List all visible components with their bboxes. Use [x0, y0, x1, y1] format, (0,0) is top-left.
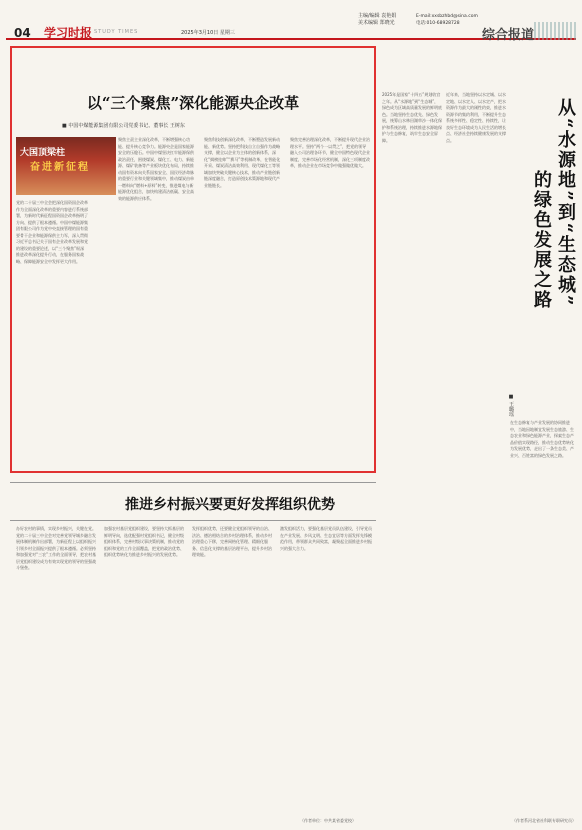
right-article-credit: （作者系河北省社科联专职研究员）: [512, 818, 576, 823]
paragraph: 在生态修复与产业发展的协同推进中，当地因地制宜发展生态旅游、生态农业和绿色能源产业，探索生态产品价值实现路径，推动生态优势转化为发展优势，走出了一条生态美、产业兴、百姓富的绿色发展之路。: [510, 420, 574, 458]
main-article-headline: 以“三个聚焦”深化能源央企改革: [86, 94, 300, 112]
divider: [10, 520, 376, 521]
section-title: 综合报道: [482, 28, 535, 43]
bottom-article-col-1: [16, 526, 98, 822]
paragraph: 聚焦主责主业深化改革，不断增强核心功能、提升核心竞争力。能源央企是国家能源安全的压舱石。中国中煤坚决扛牢能源保供政治责任，围绕煤炭、煤化工、电力、新能源、煤矿装备等产业板块优化布局，持续推动国有资本向关系国家安全、国民经济命脉的重要行业和关键领域集中，推动煤炭由单一燃料向“燃料+原料”转变，推进煤电与新能源优化组合，加快构建清洁低碳、安全高效的能源供应体系。: [118, 137, 194, 201]
paragraph: 聚焦科技创新深化改革，不断塑造发展新动能、新优势。坚持把科技自立自强作为战略支撑，健全以企业为主体的创新体系，深化“揭榜挂帅”“赛马”等机制改革，在智能化开采、煤炭清洁高效利用、现代煤化工等领域加快突破关键核心技术，推动产业链创新链深度融合，打造原创技术策源地和现代产业链链长。: [204, 137, 281, 188]
column-logo-subtitle: 奋进新征程: [30, 162, 90, 173]
main-article-col-2: [118, 137, 196, 466]
paragraph: 党的二十届三中全会把深化国资国企改革作为全面深化改革的重要内容进行系统部署，为新时代新征程国资国企改革指明了方向、提供了根本遵循。中国中煤能源集团有限公司作为党中央直接管理的国有重要骨干企业和能源保供主力军，深入贯彻习近平总书记关于国有企业改革发展和党的建设的重要论述，以“三个聚焦”纵深推进改革深化提升行动，在服务国家战略、保障能源安全中发挥更大作用。: [16, 200, 88, 264]
paragraph: 聚焦完善治理深化改革，不断提升现代企业治理水平。坚持“两个一以贯之”，把党的领导融入公司治理各环节，健全中国特色现代企业制度，完善市场化经营机制，深化三项制度改革，推动企业在市场竞争中做强做优做大。: [290, 137, 370, 168]
paragraph: 发挥组织优势，还要健全党组织领导的自治、法治、德治相结合的乡村治理体系，推动乡村治理重心下移，完善网格化管理、精细化服务、信息化支撑的基层治理平台，提升乡村治理效能。: [192, 526, 272, 557]
bottom-article-headline: 推进乡村振兴要更好发挥组织优势: [125, 497, 335, 513]
main-article-col-3: [204, 137, 282, 466]
column-logo-title: 大国顶梁柱: [20, 148, 66, 158]
page-number: 04: [14, 26, 31, 40]
contact-email: E-mail:xxsbzhbd@sina.com: [416, 14, 478, 19]
editors-block: [358, 13, 396, 27]
right-article-title-line-1: 从“水源地”到“生态城”: [555, 98, 576, 308]
paragraph: 2025年是国家“十四五”规划收官之年。从“水源地”到“生态城”，绿色成为区域高质量发展的鲜明底色。当地坚持生态优先、绿色发展，统筹山水林田湖草沙一体化保护和系统治理，持续推进水源地保护与生态修复，筑牢生态安全屏障。: [382, 92, 442, 143]
paper-name-en: STUDY TIMES: [94, 29, 139, 35]
main-article-col-1: [16, 200, 88, 466]
contact-block: [416, 13, 478, 27]
bottom-article-col-3: [192, 526, 274, 822]
main-article-byline: ■ 中国中煤能源集团有限公司党委书记、董事长 王树东: [62, 123, 185, 129]
right-article-author: ■ 王璐瑶: [508, 394, 514, 417]
paper-name: 学习时报: [44, 26, 93, 40]
editor-line: 主编/编辑 袁艳娟: [358, 13, 397, 19]
right-article-col-1: [382, 92, 442, 822]
contact-phone: 电话:010-68928728: [416, 21, 460, 26]
art-editor-line: 美术编辑 郑晓光: [358, 20, 395, 26]
right-article-title-line-2: 的绿色发展之路: [531, 170, 552, 310]
issue-date: 2025年3月10日 星期三: [181, 30, 235, 36]
bottom-article-credit: （作者单位：中共某省委党校）: [300, 818, 356, 823]
main-article-col-4: [290, 137, 370, 466]
masthead: [6, 4, 576, 43]
paragraph: 近年来，当地坚持以水定城、以水定地、以水定人、以水定产，把水资源作为最大的刚性约束，推进水资源节约集约利用，不断提升生态系统多样性、稳定性、持续性，让良好生态环境成为人民生活的增长点、经济社会持续健康发展的支撑点。: [446, 92, 506, 143]
section-decoration: [534, 22, 576, 40]
paragraph: 激发组织活力，要强化基层党员队伍建设，引导党员在产业发展、乡风文明、生态宜居等方面发挥先锋模范作用，带领群众共同致富，凝聚起全面推进乡村振兴的强大合力。: [280, 526, 372, 551]
divider: [10, 482, 376, 483]
paragraph: 加强农村基层党组织建设，要坚持大抓基层的鲜明导向，选优配强村党组织书记，健全村级组织体系，完善村级议事决策机制，推动党的组织和党的工作全面覆盖，把党的政治优势、组织优势转化为推进乡村振兴的发展优势。: [104, 526, 184, 557]
paragraph: 办好农村的事情，实现乡村振兴，关键在党。党的二十届三中全会对完善党领导城乡融合发展体制机制作出部署，为新征程上以组织振兴引领乡村全面振兴提供了根本遵循。必须坚持和加强党对“三农”工作的全面领导，把农村基层党组织建设成为有效实现党的领导的坚强战斗堡垒。: [16, 526, 97, 570]
right-article-col-2: [446, 92, 506, 822]
bottom-article-col-4: [280, 526, 372, 816]
right-article-col-3: [510, 420, 576, 818]
bottom-article-col-2: [104, 526, 186, 822]
